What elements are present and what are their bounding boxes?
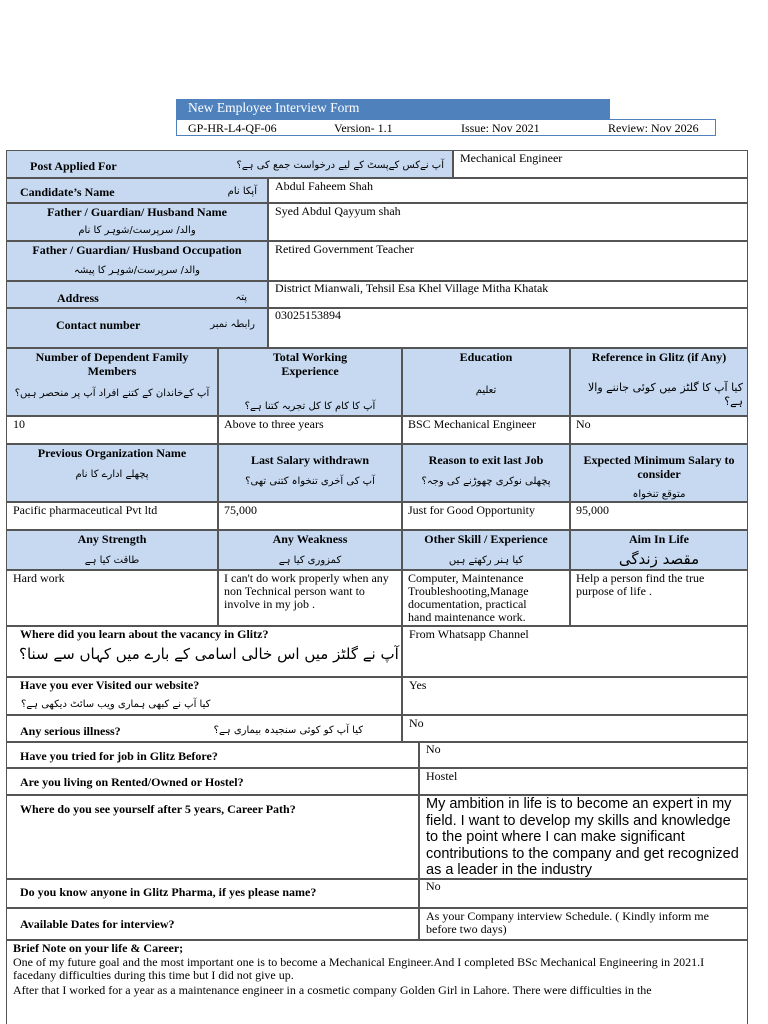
answer-cell-3 — [419, 742, 748, 768]
grid3-urdu-2: کیا ہنر رکھتے ہیں — [448, 555, 524, 566]
question-website: Have you ever Visited our website? — [20, 678, 200, 692]
grid3-label-2: Other Skill / Experience — [424, 532, 548, 546]
expected-salary-value: 95,000 — [576, 503, 609, 517]
occupation-value: Retired Government Teacher — [275, 242, 414, 256]
answer-know-anyone: No — [426, 879, 441, 893]
candidate-name-label: Candidate’s Name — [20, 185, 115, 199]
weakness-value: I can't do work properly when any non Technical person want to involve in my job . — [224, 571, 389, 611]
question-row-4 — [6, 768, 419, 795]
form-version: Version- 1.1 — [334, 121, 393, 135]
question-row-3 — [6, 742, 419, 768]
grid1-header-2 — [402, 348, 570, 416]
grid2-value-cell-1 — [218, 502, 402, 530]
address-label: Address — [57, 291, 99, 305]
grid1-label-1: Total Working Experience — [272, 350, 348, 378]
occupation-label: Father / Guardian/ Husband Occupation — [32, 243, 242, 257]
question-row-2 — [6, 715, 402, 742]
grid3-label-0: Any Strength — [77, 532, 147, 546]
answer-available-dates: As your Company interview Schedule. ( Kindly inform me before two days) — [426, 909, 709, 936]
grid2-label-2: Reason to exit last Job — [428, 453, 544, 467]
question-illness: Any serious illness? — [20, 724, 121, 738]
contact-label: Contact number — [56, 318, 141, 332]
question-row-5 — [6, 795, 419, 879]
grid1-header-1 — [218, 348, 402, 416]
grid1-urdu-1: آپ کا کام کا کل تجربہ کتنا ہے؟ — [244, 401, 376, 412]
father-label-cell — [6, 203, 268, 241]
grid3-header-1 — [218, 530, 402, 570]
answer-cell-7 — [419, 908, 748, 940]
grid3-value-cell-0 — [6, 570, 218, 626]
grid1-header-3 — [570, 348, 748, 416]
contact-urdu: رابطہ نمبر — [210, 319, 255, 330]
previous-org-value: Pacific pharmaceutical Pvt ltd — [13, 503, 158, 517]
grid2-header-0 — [6, 444, 218, 502]
grid3-header-3 — [570, 530, 748, 570]
grid1-value-cell-3 — [570, 416, 748, 444]
last-salary-value: 75,000 — [224, 503, 257, 517]
answer-cell-5 — [419, 795, 748, 879]
grid3-urdu-0: طاقت کیا ہے — [84, 555, 140, 566]
grid3-urdu-3: مقصد زندگی — [618, 550, 700, 568]
education-value: BSC Mechanical Engineer — [408, 417, 536, 431]
grid2-value-cell-0 — [6, 502, 218, 530]
grid1-label-2: Education — [459, 350, 513, 364]
answer-vacancy: From Whatsapp Channel — [409, 627, 529, 641]
grid3-value-cell-1 — [218, 570, 402, 626]
contact-value-cell — [268, 308, 748, 348]
occupation-label-cell — [6, 241, 268, 281]
answer-cell-0 — [402, 626, 748, 677]
grid1-urdu-0: آپ کےخاندان کے کتنے افراد آپ پر منحصر ہیں؟ — [14, 388, 210, 399]
grid2-header-2 — [402, 444, 570, 502]
grid2-header-1 — [218, 444, 402, 502]
question-illness-urdu: کیا آپ کو کوئی سنجیدہ بیماری ہے؟ — [213, 725, 363, 736]
question-row-1 — [6, 677, 402, 715]
grid1-urdu-3: کیا آپ کا گلٹز میں کوئی جاننے والا ہے؟ — [587, 381, 743, 408]
grid1-value-cell-0 — [6, 416, 218, 444]
post-value-cell — [453, 150, 748, 178]
grid3-label-1: Any Weakness — [272, 532, 348, 546]
grid3-header-2 — [402, 530, 570, 570]
answer-cell-6 — [419, 879, 748, 908]
answer-cell-2 — [402, 715, 748, 742]
grid2-label-1: Last Salary withdrawn — [250, 453, 369, 467]
question-career-path: Where do you see yourself after 5 years, Career Path? — [20, 802, 296, 816]
grid1-value-cell-2 — [402, 416, 570, 444]
question-row-6 — [6, 879, 419, 908]
grid2-urdu-3: متوقع تنخواہ — [632, 489, 686, 500]
grid2-header-3 — [570, 444, 748, 502]
father-label: Father / Guardian/ Husband Name — [47, 205, 227, 219]
grid1-urdu-2: تعلیم — [475, 385, 497, 396]
brief-note-line2: After that I worked for a year as a maintenance engineer in a cosmetic company Golden Girl in Lahore. There were difficulties in the — [13, 983, 652, 997]
skills-value: Computer, Maintenance Troubleshooting,Manage documentation, practical hand maintenance work. — [408, 571, 529, 624]
grid2-label-3: Expected Minimum Salary to consider — [583, 453, 735, 481]
grid1-label-0: Number of Dependent Family Members — [35, 350, 189, 378]
address-value-cell — [268, 281, 748, 308]
grid2-urdu-1: آپ کی آخری تنخواہ کتنی تھی؟ — [245, 476, 375, 487]
question-vacancy-urdu: آپ نے گلٹز میں اس خالی اسامی کے بارے میں کہاں سے سنا؟ — [19, 645, 399, 663]
grid2-value-cell-3 — [570, 502, 748, 530]
father-value-cell — [268, 203, 748, 241]
grid2-label-0: Previous Organization Name — [37, 446, 187, 460]
grid1-label-3: Reference in Glitz (if Any) — [591, 350, 727, 364]
post-label: Post Applied For — [30, 159, 117, 173]
form-review: Review: Nov 2026 — [608, 121, 699, 135]
form-issue: Issue: Nov 2021 — [461, 121, 540, 135]
exit-reason-value: Just for Good Opportunity — [408, 503, 535, 517]
brief-note-title: Brief Note on your life & Career; — [13, 941, 184, 955]
reference-value: No — [576, 417, 591, 431]
brief-note-section — [6, 940, 748, 1024]
question-row-7 — [6, 908, 419, 940]
name-label-cell — [6, 178, 268, 203]
grid2-urdu-2: پچھلی نوکری چھوڑنے کی وجہ؟ — [421, 476, 551, 487]
occupation-value-cell — [268, 241, 748, 281]
father-urdu: والد/ سرپرست/شوہر کا نام — [78, 225, 196, 236]
question-website-urdu: کیا آپ نے کبھی ہماری ویب سائٹ دیکھی ہے؟ — [21, 699, 211, 710]
form-code: GP-HR-L4-QF-06 — [188, 121, 277, 135]
answer-illness: No — [409, 716, 424, 730]
grid1-header-0 — [6, 348, 218, 416]
question-row-0 — [6, 626, 402, 677]
answer-tried-before: No — [426, 742, 441, 756]
candidate-name-urdu: آپکا نام — [227, 186, 257, 197]
aim-value: Help a person find the true purpose of life . — [576, 571, 705, 598]
address-label-cell — [6, 281, 268, 308]
grid1-value-cell-1 — [218, 416, 402, 444]
answer-cell-4 — [419, 768, 748, 795]
brief-note-line1: One of my future goal and the most important one is to become a Mechanical Engineer.And I completed BSc Mechanical Engineering in 2021.I facedany difficulties during this time but I did not give up. — [13, 955, 705, 982]
father-value: Syed Abdul Qayyum shah — [275, 204, 401, 218]
form-title: New Employee Interview Form — [176, 99, 610, 119]
question-available-dates: Available Dates for interview? — [20, 917, 175, 931]
question-vacancy: Where did you learn about the vacancy in Glitz? — [20, 627, 269, 641]
answer-website: Yes — [409, 678, 427, 692]
contact-value: 03025153894 — [275, 308, 341, 322]
answer-cell-1 — [402, 677, 748, 715]
grid3-label-3: Aim In Life — [629, 532, 689, 546]
dependents-value: 10 — [13, 417, 25, 431]
answer-residence: Hostel — [426, 769, 458, 783]
occupation-urdu: والد/ سرپرست/شوہر کا پیشہ — [74, 265, 200, 276]
question-know-anyone: Do you know anyone in Glitz Pharma, if yes please name? — [20, 885, 317, 899]
experience-value: Above to three years — [224, 417, 324, 431]
post-label-cell — [6, 150, 453, 178]
post-value: Mechanical Engineer — [460, 151, 563, 165]
post-urdu: آپ نےکس کےپسٹ کے لیے درخواست جمع کی ہے؟ — [236, 160, 444, 171]
candidate-name-value: Abdul Faheem Shah — [275, 179, 373, 193]
address-urdu: پتہ — [235, 292, 247, 303]
contact-label-cell — [6, 308, 268, 348]
grid3-value-cell-3 — [570, 570, 748, 626]
grid3-urdu-1: کمزوری کیا ہے — [278, 555, 342, 566]
answer-career-path: My ambition in life is to become an expert in my field. I want to develop my skills and knowledge to the point where I can make significant contributions to the company and get recognized as a leader in the industry — [426, 796, 739, 878]
question-tried-before: Have you tried for job in Glitz Before? — [20, 749, 218, 763]
grid3-value-cell-2 — [402, 570, 570, 626]
grid3-header-0 — [6, 530, 218, 570]
address-value: District Mianwali, Tehsil Esa Khel Village Mitha Khatak — [275, 281, 549, 295]
name-value-cell — [268, 178, 748, 203]
form-meta-row — [176, 119, 716, 136]
grid2-value-cell-2 — [402, 502, 570, 530]
strength-value: Hard work — [13, 571, 65, 585]
question-residence: Are you living on Rented/Owned or Hostel? — [20, 775, 244, 789]
grid2-urdu-0: پچھلے ادارے کا نام — [75, 469, 149, 480]
